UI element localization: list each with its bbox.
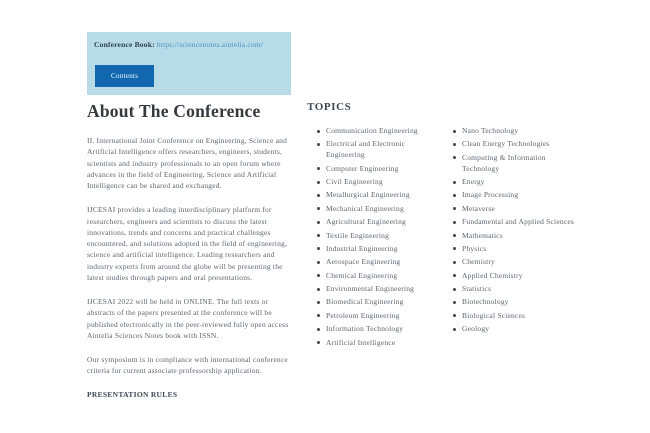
topic-item: Textile Engineering bbox=[307, 231, 443, 242]
topic-item: Fundamental and Applied Sciences bbox=[443, 217, 579, 228]
topic-item: Biomedical Engineering bbox=[307, 297, 443, 308]
topic-item: Metallurgical Engineering bbox=[307, 190, 443, 201]
topic-item: Electrical and Electronic Engineering bbox=[307, 139, 443, 161]
topic-item: Aerospace Engineering bbox=[307, 257, 443, 268]
conference-book-link[interactable]: https://sciencenotes.aintelia.com/ bbox=[156, 40, 264, 49]
topic-item: Civil Engineering bbox=[307, 177, 443, 188]
topic-item: Energy bbox=[443, 177, 579, 188]
contents-button[interactable]: Contents bbox=[95, 65, 154, 87]
about-section bbox=[87, 101, 294, 399]
topic-item: Image Processing bbox=[443, 190, 579, 201]
presentation-rules-heading: PRESENTATION RULES bbox=[87, 389, 178, 399]
about-title: About The Conference bbox=[87, 101, 261, 121]
topics-column-right bbox=[443, 126, 579, 351]
about-paragraph: II. International Joint Conference on Engineering, Science and Artificial Intelligence offers researchers, engineers, students, scientists and industry professionals to an open forum where advances in the field of Engineering, Science and Artificial Intelligence can be shared and exchanged. bbox=[87, 136, 288, 190]
topic-item: Nano Technology bbox=[443, 126, 579, 137]
topic-item: Biotechnology bbox=[443, 297, 579, 308]
topic-item: Chemical Engineering bbox=[307, 271, 443, 282]
topics-column-left bbox=[307, 126, 443, 351]
topics-title: TOPICS bbox=[307, 101, 352, 113]
topic-item: Applied Chemistry bbox=[443, 271, 579, 282]
about-paragraph: Our symposium is in compliance with international conference criteria for current associate professorship application. bbox=[87, 355, 288, 376]
topic-item: Industrial Engineering bbox=[307, 244, 443, 255]
about-paragraph: IJCESAI 2022 will be held in ONLINE. The full texts or abstracts of the papers presented at the conference will be published electronically in the peer-reviewed fully open access Aintelia Sciences Notes book with ISSN. bbox=[87, 297, 289, 340]
topic-item: Environmental Engineering bbox=[307, 284, 443, 295]
topic-item: Biological Sciences bbox=[443, 311, 579, 322]
topic-item: Communication Engineering bbox=[307, 126, 443, 137]
conference-book-banner bbox=[87, 32, 291, 95]
topic-item: Computer Engineering bbox=[307, 164, 443, 175]
conference-book-label: Conference Book: bbox=[94, 40, 155, 49]
topic-item: Statistics bbox=[443, 284, 579, 295]
topic-item: Clean Energy Technologies bbox=[443, 139, 579, 150]
about-paragraphs bbox=[87, 135, 294, 377]
topic-item: Computing & Information Technology bbox=[443, 153, 579, 175]
topic-item: Physics bbox=[443, 244, 579, 255]
topic-item: Metaverse bbox=[443, 204, 579, 215]
topics-section bbox=[307, 101, 579, 351]
topic-item: Mathematics bbox=[443, 231, 579, 242]
topic-item: Agricultural Engineering bbox=[307, 217, 443, 228]
topic-item: Chemistry bbox=[443, 257, 579, 268]
topic-item: Artificial Intelligence bbox=[307, 338, 443, 349]
topic-item: Mechanical Engineering bbox=[307, 204, 443, 215]
conference-book-line bbox=[94, 40, 284, 51]
about-paragraph: IJCESAI provides a leading interdisciplinary platform for researchers, engineers and scientists to discuss the latest innovations, trends and concerns and practical challenges encountered, and solutions adopted in the field of engineering, science and artificial intelligence. Leading researchers and industry experts from around the globe will be presenting the latest studies through papers and oral presentations. bbox=[87, 205, 288, 282]
topics-columns bbox=[307, 126, 579, 351]
topic-item: Petroleum Engineering bbox=[307, 311, 443, 322]
topic-item: Geology bbox=[443, 324, 579, 335]
topic-item: Information Technology bbox=[307, 324, 443, 335]
